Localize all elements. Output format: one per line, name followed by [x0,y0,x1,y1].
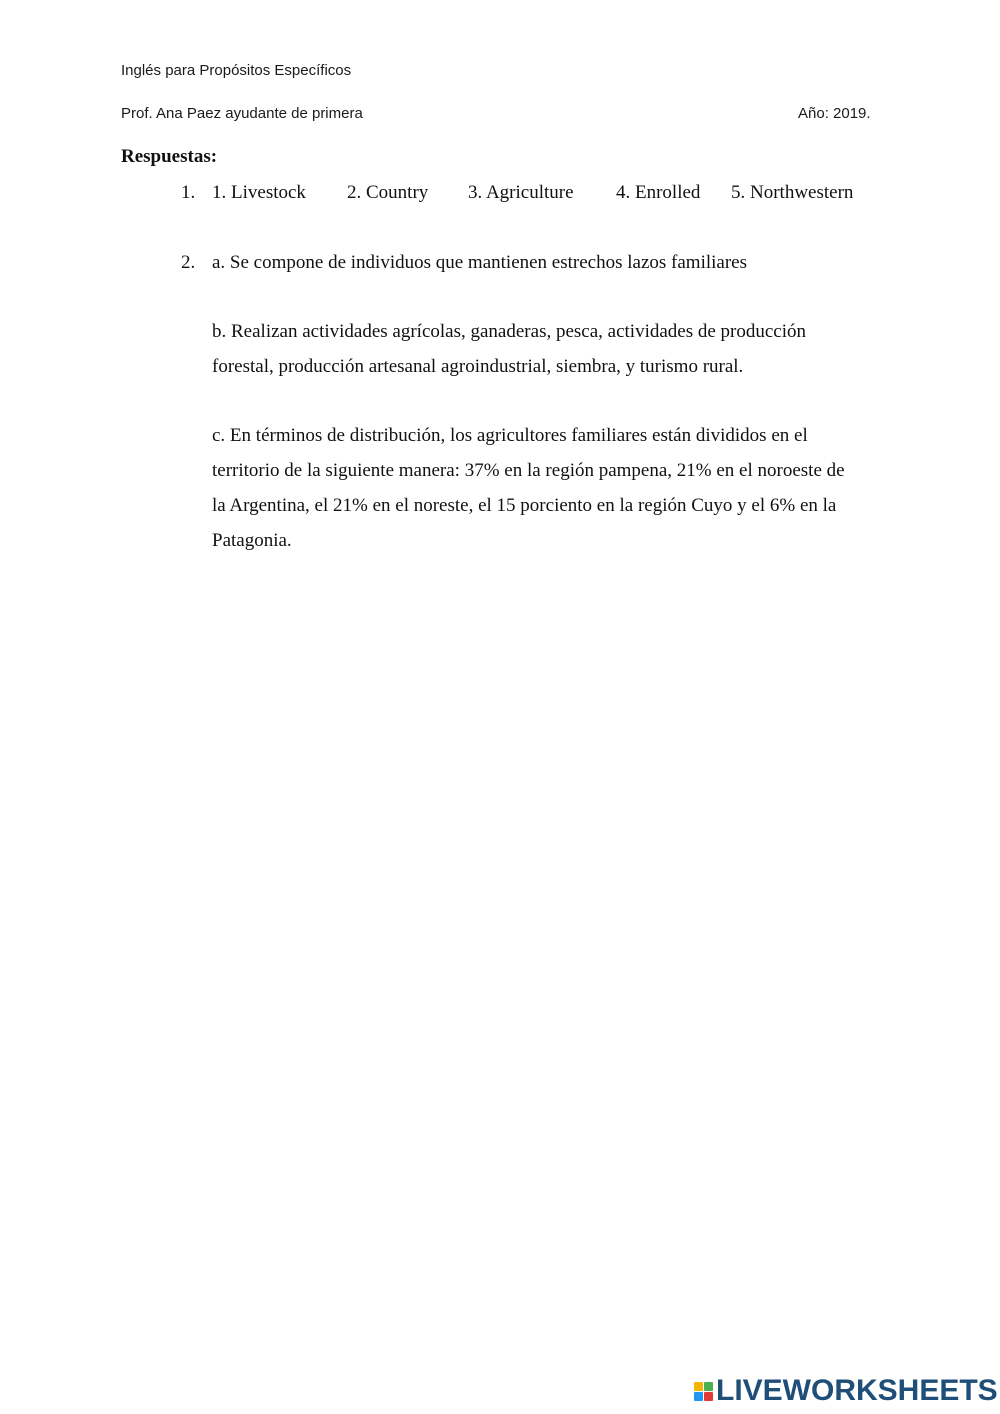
liveworksheets-logo [694,1376,998,1406]
answer-2c: c. En términos de distribución, los agricultores familiares están divididos en el territorio de la siguiente manera: 37% en la región pampena, 21% en el noroeste de la Argentina, el 21% en el noreste, el 15 porciento en la región Cuyo y el 6% en la Patagonia. [212,425,845,551]
logo-square-red [704,1392,713,1401]
liveworksheets-wordmark: LIVEWORKSHEETS [716,1374,998,1407]
professor-name: Prof. Ana Paez ayudante de primera [121,105,363,122]
year-label: Año: 2019. [798,105,871,122]
answer-agriculture: 3. Agriculture [468,182,574,203]
answer-country: 2. Country [347,182,429,203]
answer-northwestern: 5. Northwestern [731,182,854,203]
answer-livestock: 1. Livestock [212,182,306,203]
answer-enrolled: 4. Enrolled [616,182,701,203]
course-title: Inglés para Propósitos Específicos [121,62,352,79]
logo-square-yellow [694,1382,703,1391]
liveworksheets-grid-icon [694,1382,713,1401]
logo-square-blue [694,1392,703,1401]
question-2-number: 2. [181,252,196,273]
logo-square-green [704,1382,713,1391]
question-1-number: 1. [181,182,196,203]
answer-2a: a. Se compone de individuos que mantienen estrechos lazos familiares [212,252,748,273]
answer-2b: b. Realizan actividades agrícolas, ganaderas, pesca, actividades de producción forestal, producción artesanal agroindustrial, siembra, y turismo rural. [212,321,807,377]
answers-heading: Respuestas: [121,146,218,167]
